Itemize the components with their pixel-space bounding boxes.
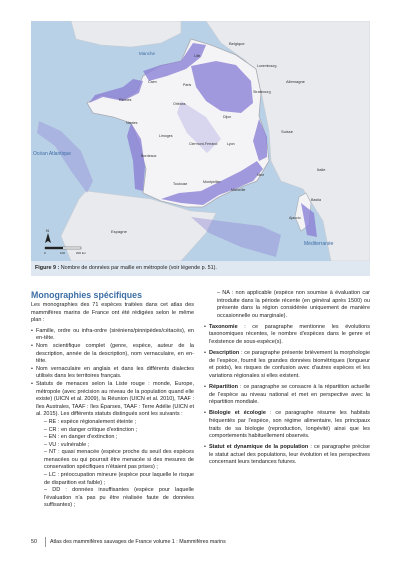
country-label: Suisse [281,129,294,134]
bullet-biologie [204,410,370,440]
city-label: Dijon [223,115,232,119]
city-label: Caen [148,80,157,84]
svg-text:N: N [46,228,49,233]
bullet-item: • Nom scientifique complet (genre, espèce, auteur de la description, année de la description), nom vernaculaire, en en-tête. [31,343,194,366]
caption-label: Figure 9 : [35,265,60,271]
page-footer [31,536,370,548]
status-item: – NT : quasi menacée (espèce proche du seuil des espèces menacées ou qui pourrait être menacée si des mesures de conservation spécifiques n'étaient pas prises) ; [44,449,194,471]
bullet-text: : ce paragraphe précise le statut actuel des populations, leur évolution et les perspectives concernant leurs tendances futures. [209,444,370,466]
ocean-label: Océan Atlantique [33,151,72,157]
city-label: Rennes [119,98,132,102]
bullet-taxonomie [204,324,370,347]
footer-title: Atlas des mammifères sauvages de France volume 1 : Mammifères marins [50,539,226,545]
city-label: Orléans [173,102,186,106]
bullet-item: • Statuts de menaces selon la Liste rouge : monde, Europe, métropole (avec précision au niveau de la population quand elle existe) (UICN et al. 2009), la Réunion (UICN et al. 2010), TAAF : îles Australes, TAAF : îles Éparses, TAAF : Terre Adélie (UICN et al. 2015). Les différents statuts distingués sont les suivants : [31,381,194,419]
bullet-text: : ce paragraphe résume les habitats fréquentés par l'espèce, son régime alimentaire, les principaux traits de sa biologie (reproduction, longévité) ainsi que les comportements habituellement observés. [209,410,371,440]
city-label: Lyon [227,142,235,146]
city-label: Nice [257,173,265,177]
figure-caption [31,261,370,276]
map-svg [31,21,370,261]
status-item: – LC : préoccupation mineure (espèce pour laquelle le risque de disparition est faible) ; [44,472,194,486]
city-label: Limoges [159,134,173,138]
med-label: Méditerranée [304,241,334,247]
status-item: – RE : espèce régionalement éteinte ; [44,418,137,425]
bullet-item: • Nom vernaculaire en anglais et dans les différents dialectes utilisés dans les territoires français. [31,366,194,381]
bullet-term: Description [209,350,240,357]
figure-map [31,21,370,261]
status-item: – VU : vulnérable ; [44,441,90,448]
bullet-repartition [204,384,370,407]
country-label: Italie [317,167,326,172]
bullet-term: Taxonomie [209,323,238,330]
right-column [204,290,370,467]
caption-text: Nombre de données par maille en métropole (voir légende p. 51). [60,265,217,271]
city-label: Paris [183,83,192,87]
svg-text:200 km: 200 km [76,251,86,255]
country-label: Belgique [229,41,245,46]
bullet-text: : ce paragraphe présente brièvement la morphologie de l'espèce, fournit les grandes données biométriques (longueur et poids), les risques de confusion avec d'autres espèces et les variations régionales si elles existent. [209,350,370,379]
country-label: Luxembourg [257,64,277,68]
intro-paragraph: Les monographies des 71 espèces traitées dans cet atlas des mammifères marins de France ont été rédigées selon le même plan : [31,302,194,324]
city-label: Ajaccio [289,216,301,220]
status-item-na: – NA : non applicable (espèce non soumise à évaluation car introduite dans la période récente (en général après 1500) ou présente dans la région considérée uniquement de manière occasionnelle ou marginale). [217,290,370,319]
section-bullets [204,324,370,467]
city-label: Lille [194,54,201,58]
city-label: Montpellier [203,180,221,184]
status-item: – EN : en danger d'extinction ; [44,434,118,441]
bullet-term: Statut et dynamique de la population [209,444,309,451]
bullet-term: Biologie et écologie [209,410,266,417]
monograph-bullets [31,328,194,510]
country-label: Espagne [111,229,127,234]
page-number: 50 [31,539,37,545]
status-item: – DD : données insuffisantes (espèce pour laquelle l'évaluation n'a pas pu être réalisée faute de données suffisantes) ; [44,487,194,509]
manche-label: Manche [139,51,156,56]
bullet-description [204,350,370,380]
left-column [31,290,194,510]
svg-text:0: 0 [44,251,46,255]
bullet-statut [204,444,370,467]
footer-divider [45,537,46,547]
bullet-term: Répartition [209,384,239,391]
city-label: Clermont-Ferrand [189,142,218,146]
city-label: Marseille [231,188,246,192]
svg-text:100: 100 [60,251,66,255]
city-label: Toulouse [173,182,188,186]
status-item: – CR : en danger critique d'extinction ; [44,426,138,433]
bullet-item: • Famille, ordre ou infra-ordre (siréniens/pinnipèdes/cétacés), en en-tête. [31,328,194,343]
section-heading: Monographies spécifiques [31,290,142,300]
bullet-text: : ce paragraphe mentionne les évolutions taxonomiques récentes, le nombre d'espèces dans le genre et l'existence de sous-espèce(s). [209,323,370,346]
city-label: Nantes [126,121,138,125]
city-label: Bastia [311,198,321,202]
bullet-text: : ce paragraphe se consacre à la répartition actuelle de l'espèce au niveau national et met en perspective avec la répartition mondiale. [209,384,370,406]
city-label: Bordeaux [141,154,157,158]
city-label: Strasbourg [253,90,271,94]
country-label: Allemagne [286,79,305,84]
